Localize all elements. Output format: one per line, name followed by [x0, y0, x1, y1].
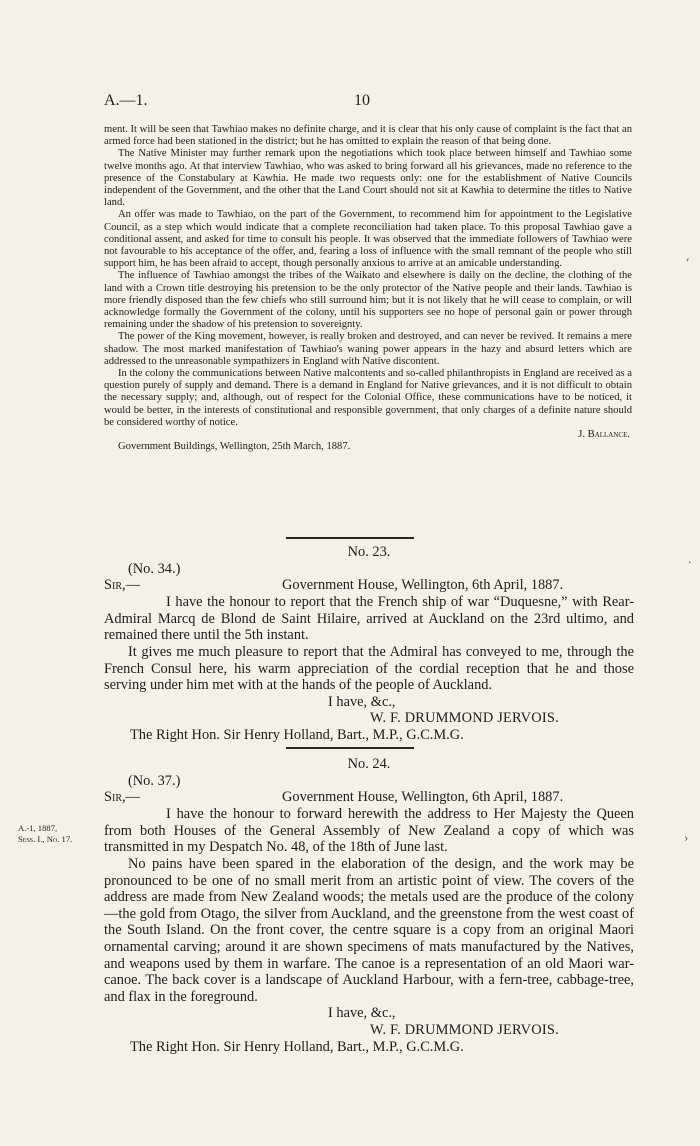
salutation-line: [104, 789, 634, 806]
scan-mark: ›: [684, 832, 689, 845]
addressee: The Right Hon. Sir Henry Holland, Bart., M.P., G.C.M.G.: [130, 1038, 464, 1055]
letter-paragraph: I have the honour to forward herewith the address to Her Majesty the Queen from both Houses of the General Assembly of New Zealand a copy of which was transmitted in my Despatch No. 48, of the 18th of June last.: [104, 806, 634, 856]
page-number: 10: [354, 92, 370, 109]
place-date: Government House, Wellington, 6th April, 1887.: [282, 577, 564, 594]
closing: I have, &c.,: [328, 1005, 396, 1022]
memo-paragraph: The power of the King movement, however, is really broken and destroyed, and can never be revived. It remains a mere shadow. The most marked manifestation of Tawhiao's waning power appears in the hazy and absurd letters which are addressed to the unreasonable sympathizers in England with Native discontent.: [104, 331, 632, 367]
memo-signature: J. Ballance.: [578, 429, 630, 441]
despatch-number: No. 24.: [347, 756, 391, 772]
page-header: [104, 92, 634, 114]
section-divider: [286, 537, 414, 539]
despatch-no-24: [104, 756, 634, 1055]
minister-memorandum: [104, 124, 632, 453]
document-reference: A.—1.: [104, 92, 148, 109]
letter-paragraph: No pains have been spared in the elaboration of the design, and the work may be pronounced to be one of no small merit from an artistic point of view. The covers of the address are made from New Zealand woods; the metals used are the produce of the colony—the gold from Otago, the silver from Auckland, and the greenstone from the west coast of the South Island. On the front cover, the centre square is a copy from an original Maori ornamental carving; around it are shown specimens of mats manufactured by the Natives, and weapons used by them in warfare. The canoe is a representation of an old Maori war-canoe. The back cover is a landscape of Auckland Harbour, with a fern-tree, cabbage-tree, and flax in the foreground.: [104, 855, 634, 1005]
section-divider: [286, 747, 414, 749]
place-date: Government House, Wellington, 6th April, 1887.: [282, 789, 564, 806]
memo-signature-row: [104, 429, 632, 441]
scan-mark: ‚: [686, 250, 690, 263]
despatch-no-23: [104, 544, 634, 744]
memo-paragraph: The influence of Tawhiao amongst the tribes of the Waikato and elsewhere is daily on the decline, the clothing of the land with a Crown title destroying his pretension to be the only protector of the Native people and their lands. Tawhiao is more friendly disposed than the few chiefs who still surround him; but it is not likely that he will cease to complain, or will acknowledge formally the Government of the colony, until his supporters see no hope of personal gain or power through remaining under the shadow of his pretension to sovereignty.: [104, 270, 632, 331]
memo-paragraph: ment. It will be seen that Tawhiao makes no definite charge, and it is clear that his only cause of complaint is the fact that an armed force had been stationed in the district; but he has omitted to explain the reason of that being done.: [104, 124, 632, 148]
memo-paragraph: An offer was made to Tawhiao, on the part of the Government, to recommend him for appointment to the Legislative Council, as a step which would indicate that a complete reconciliation had taken place. To this proposal Tawhiao gave a conditional assent, and asked for time to consult his people. It was observed that the immediate followers of Tawhiao were not favourable to his acceptance of the offer, and, fearing a loss of influence with the small remnant of the people who still support him, he has been afraid to accept, though personally anxious to arrive at an amicable understanding.: [104, 209, 632, 270]
memo-paragraph: The Native Minister may further remark upon the negotiations which took place between himself and Tawhiao some twelve months ago. At that interview Tawhiao, who was asked to bring forward all his grievances, made no reference to the presence of the Constabulary at Kawhia. He made two requests only: one for the establishment of Native Councils independent of the Government, and the other that the Land Court should not sit at Kawhia to determine the titles to Native land.: [104, 148, 632, 209]
scan-mark: ·: [688, 556, 692, 569]
memo-place-date: Government Buildings, Wellington, 25th March, 1887.: [118, 441, 351, 453]
margin-note-line: Sess. I., No. 17.: [18, 834, 73, 844]
letter-paragraph: It gives me much pleasure to report that the Admiral has conveyed to me, through the French Consul here, his warm appreciation of the cordial reception that he and those serving under him met with at the hands of the people of Auckland.: [104, 643, 634, 694]
despatch-reference: (No. 37.): [128, 772, 181, 789]
margin-note-line: A.-1, 1887,: [18, 823, 58, 833]
signer: W. F. DRUMMOND JERVOIS.: [370, 710, 559, 727]
despatch-reference: (No. 34.): [128, 560, 181, 577]
signer: W. F. DRUMMOND JERVOIS.: [370, 1021, 559, 1038]
margin-note: [18, 823, 72, 845]
closing: I have, &c.,: [328, 693, 396, 710]
salutation-line: [104, 577, 634, 594]
letter-paragraph: I have the honour to report that the French ship of war “Duquesne,” with Rear-Admiral Marcq de Blond de Saint Hilaire, arrived at Auckland on the 23rd ultimo, and remained there until the 5th instant.: [104, 594, 634, 644]
salutation: Sir,—: [104, 577, 140, 594]
salutation: Sir,—: [104, 789, 140, 806]
despatch-number: No. 23.: [347, 544, 391, 560]
addressee: The Right Hon. Sir Henry Holland, Bart., M.P., G.C.M.G.: [130, 726, 464, 743]
memo-paragraph: In the colony the communications between Native malcontents and so-called philanthropists in England are received as a question purely of supply and demand. There is a demand in England for Native grievances, and it is not difficult to obtain the necessary supply; and, although, out of respect for the Colonial Office, these communications have to be noticed, it would be better, in the interests of constitutional and responsible government, that only charges of a definite nature should be considered worthy of notice.: [104, 368, 632, 428]
